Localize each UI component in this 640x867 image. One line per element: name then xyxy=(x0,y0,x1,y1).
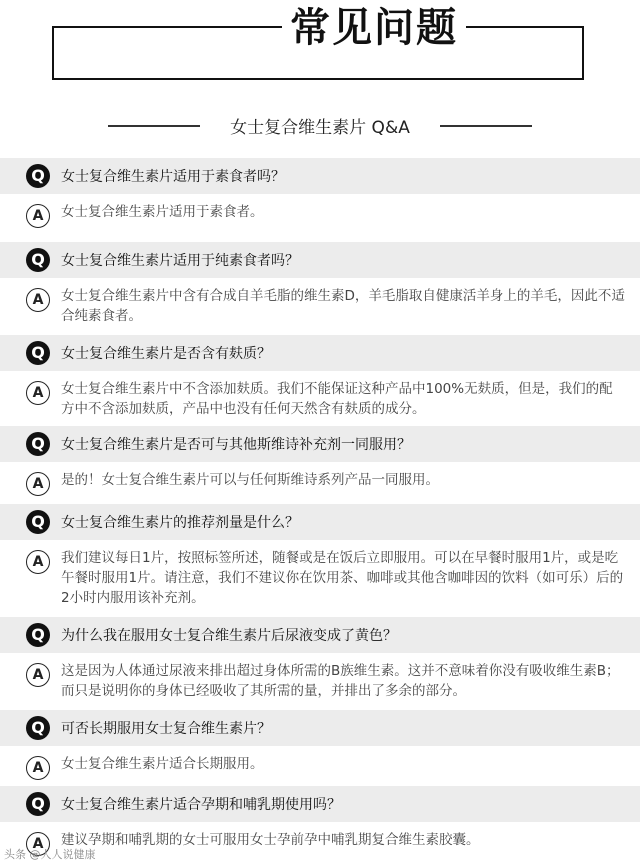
answer-badge-icon: A xyxy=(26,663,50,687)
question-badge-icon: Q xyxy=(26,341,50,365)
answer-row xyxy=(0,540,640,618)
question-text: 女士复合维生素片适合孕期和哺乳期使用吗？ xyxy=(61,797,341,813)
question-badge-icon: Q xyxy=(26,716,50,740)
answer-text: 女士复合维生素片适合长期服用。 xyxy=(61,756,264,772)
subtitle-row xyxy=(0,108,640,144)
answer-badge-icon: A xyxy=(26,204,50,228)
question-row xyxy=(0,242,640,278)
question-text: 女士复合维生素片的推荐剂量是什么？ xyxy=(61,515,299,531)
answer-text: 女士复合维生素片中不含添加麸质。我们不能保证这种产品中100%无麸质，但是，我们的配方中不含添加麸质，产品中也没有任何天然含有麸质的成分。 xyxy=(61,381,613,417)
answer-row xyxy=(0,194,640,240)
header-box xyxy=(52,5,584,80)
qa-item xyxy=(0,617,640,711)
answer-row xyxy=(0,462,640,506)
qa-item xyxy=(0,504,640,618)
question-row xyxy=(0,617,640,653)
answer-badge-icon: A xyxy=(26,381,50,405)
question-badge-icon: Q xyxy=(26,623,50,647)
answer-text: 这是因为人体通过尿液来排出超过身体所需的B族维生素。这并不意味着你没有吸收维生素B；而只是说明你的身体已经吸收了其所需的量，并排出了多余的部分。 xyxy=(61,663,620,699)
subtitle-divider-left xyxy=(108,125,200,127)
qa-item xyxy=(0,786,640,864)
qa-item xyxy=(0,335,640,429)
qa-item xyxy=(0,710,640,788)
question-badge-icon: Q xyxy=(26,248,50,272)
answer-text: 女士复合维生素片适用于素食者。 xyxy=(61,204,264,220)
subtitle: 女士复合维生素片 Q&A xyxy=(230,118,410,138)
question-badge-icon: Q xyxy=(26,164,50,188)
question-badge-icon: Q xyxy=(26,510,50,534)
question-row xyxy=(0,786,640,822)
question-row xyxy=(0,710,640,746)
answer-text: 我们建议每日1片，按照标签所述，随餐或是在饭后立即服用。可以在早餐时服用1片，或是吃午餐时服用1片。请注意，我们不建议你在饮用茶、咖啡或其他含咖啡因的饮料（如可乐）后的2小时内服用该补充剂。 xyxy=(61,550,624,606)
question-text: 女士复合维生素片是否可与其他斯维诗补充剂一同服用？ xyxy=(61,437,411,453)
question-text: 为什么我在服用女士复合维生素片后尿液变成了黄色？ xyxy=(61,628,397,644)
answer-badge-icon: A xyxy=(26,288,50,312)
qa-item xyxy=(0,158,640,240)
question-row xyxy=(0,426,640,462)
answer-text: 女士复合维生素片中含有合成自羊毛脂的维生素D，羊毛脂取自健康活羊身上的羊毛，因此不适合纯素食者。 xyxy=(61,288,625,324)
answer-badge-icon: A xyxy=(26,832,50,856)
qa-item xyxy=(0,426,640,506)
answer-badge-icon: A xyxy=(26,550,50,574)
answer-row xyxy=(0,746,640,788)
watermark: 头条 @人人说健康 xyxy=(4,848,96,861)
answer-row xyxy=(0,653,640,711)
answer-row xyxy=(0,278,640,336)
question-row xyxy=(0,158,640,194)
answer-text: 是的！女士复合维生素片可以与任何斯维诗系列产品一同服用。 xyxy=(61,472,439,488)
question-text: 女士复合维生素片是否含有麸质？ xyxy=(61,346,271,362)
answer-row xyxy=(0,371,640,429)
answer-row xyxy=(0,822,640,864)
question-row xyxy=(0,504,640,540)
question-row xyxy=(0,335,640,371)
page-title: 常见问题 xyxy=(282,2,466,54)
answer-badge-icon: A xyxy=(26,472,50,496)
question-text: 可否长期服用女士复合维生素片？ xyxy=(61,721,271,737)
answer-badge-icon: A xyxy=(26,756,50,780)
question-badge-icon: Q xyxy=(26,432,50,456)
qa-item xyxy=(0,242,640,336)
subtitle-divider-right xyxy=(440,125,532,127)
question-text: 女士复合维生素片适用于素食者吗？ xyxy=(61,169,285,185)
answer-text: 建议孕期和哺乳期的女士可服用女士孕前孕中哺乳期复合维生素胶囊。 xyxy=(61,832,480,848)
question-text: 女士复合维生素片适用于纯素食者吗？ xyxy=(61,253,299,269)
question-badge-icon: Q xyxy=(26,792,50,816)
